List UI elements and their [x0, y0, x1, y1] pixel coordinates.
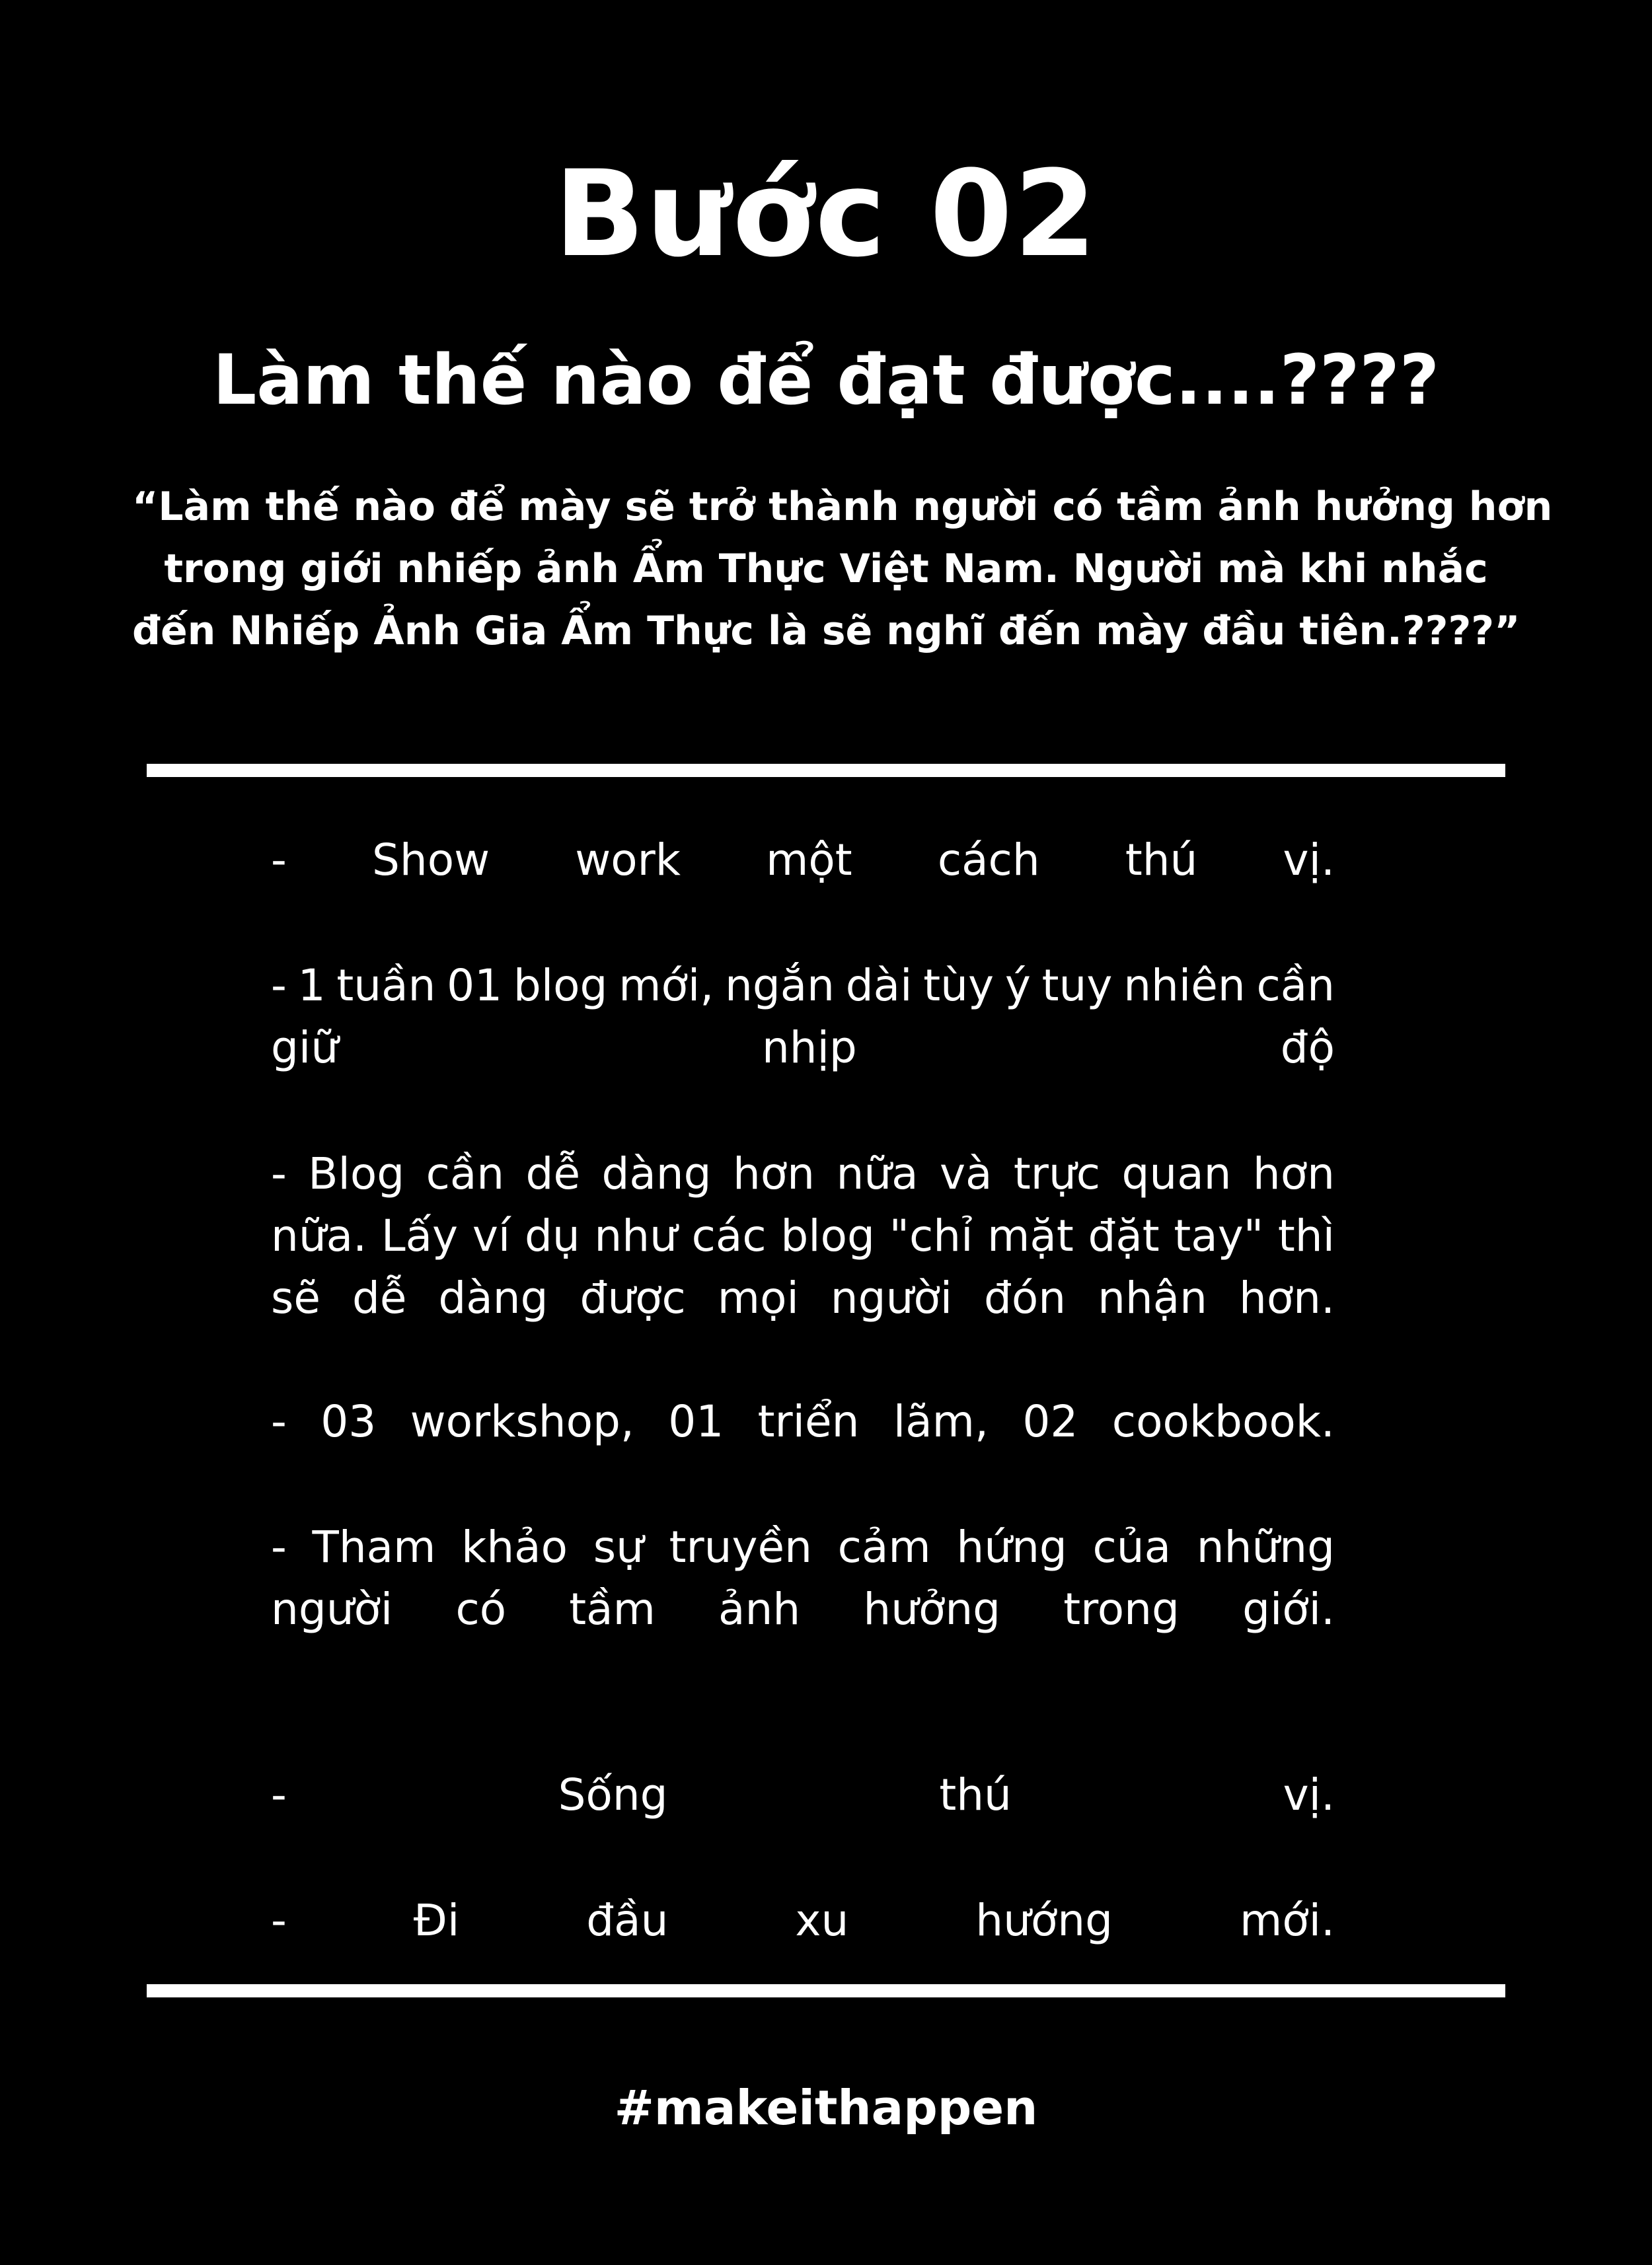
- goal-word: dụ: [524, 1210, 580, 1261]
- goal-word: xu: [795, 1895, 849, 1946]
- goal-word: hơn: [1252, 1148, 1335, 1199]
- goal-word: dễ: [525, 1148, 581, 1199]
- goal-word: 02: [1022, 1396, 1078, 1447]
- goal-word: như: [594, 1210, 677, 1261]
- goal-word: Lấy: [381, 1210, 459, 1261]
- goal-line: [271, 1017, 1335, 1079]
- goal-word: -: [271, 1522, 287, 1573]
- goal-word: tầm: [569, 1584, 656, 1635]
- goal-item: [271, 1391, 1335, 1453]
- goal-word: đón: [984, 1273, 1067, 1323]
- goal-word: đầu: [586, 1895, 669, 1946]
- top-divider: [147, 764, 1505, 777]
- goal-word: Sống: [558, 1769, 668, 1820]
- goal-word: dài: [845, 960, 913, 1011]
- goal-word: -: [271, 1148, 287, 1199]
- goal-word: -: [271, 1396, 287, 1447]
- goal-word: hướng: [975, 1895, 1113, 1946]
- goal-word: một: [766, 835, 852, 885]
- goal-word: tuần: [336, 960, 436, 1011]
- goal-word: đặt: [1088, 1210, 1160, 1261]
- page-title: Bước 02: [554, 145, 1098, 283]
- goal-word: nhiên: [1123, 960, 1246, 1011]
- goal-word: giới.: [1242, 1584, 1335, 1635]
- goal-line: [271, 1764, 1335, 1826]
- goal-item: [271, 955, 1335, 1079]
- quote-block: [132, 476, 1553, 662]
- goal-word: mặt: [987, 1210, 1074, 1261]
- goal-item: [271, 1516, 1335, 1641]
- goal-word: thú: [1125, 835, 1198, 885]
- goal-line: [271, 1516, 1335, 1578]
- goal-word: -: [271, 960, 287, 1011]
- goal-word: workshop,: [410, 1396, 634, 1447]
- goal-line: [271, 1391, 1335, 1453]
- goal-word: truyền: [669, 1522, 812, 1573]
- goal-line: [271, 1578, 1335, 1641]
- goal-word: cách: [937, 835, 1040, 885]
- goal-word: ý: [1004, 960, 1031, 1011]
- goal-word: sẽ: [271, 1273, 320, 1323]
- goal-word: sự: [593, 1522, 644, 1573]
- goal-word: 01: [668, 1396, 724, 1447]
- goal-word: của: [1092, 1522, 1172, 1573]
- goal-word: giữ: [271, 1022, 339, 1073]
- goal-word: các: [691, 1210, 767, 1261]
- goal-word: Tham: [312, 1522, 436, 1573]
- goal-word: độ: [1280, 1022, 1335, 1073]
- goal-line: [271, 1890, 1335, 1952]
- goal-word: và: [939, 1148, 993, 1199]
- goal-word: cần: [1256, 960, 1335, 1011]
- quote-line: đến Nhiếp Ảnh Gia Ẩm Thực là sẽ nghĩ đến mày đầu tiên.????”: [132, 608, 1521, 654]
- goal-word: mới,: [619, 960, 714, 1011]
- goal-word: triển: [757, 1396, 860, 1447]
- goal-word: người: [271, 1584, 393, 1635]
- goal-word: hơn: [732, 1148, 815, 1199]
- goal-word: hơn.: [1238, 1273, 1335, 1323]
- goal-word: 01: [447, 960, 503, 1011]
- goal-word: hưởng: [863, 1584, 1001, 1635]
- goal-item: [271, 1764, 1335, 1826]
- goal-word: được: [580, 1273, 686, 1323]
- goal-word: work: [575, 835, 681, 885]
- goal-word: ảnh: [718, 1584, 801, 1635]
- goal-word: thì: [1277, 1210, 1335, 1261]
- goal-word: mới.: [1239, 1895, 1335, 1946]
- goal-word: Đi: [413, 1895, 460, 1946]
- goal-word: dàng: [601, 1148, 712, 1199]
- goal-word: lãm,: [893, 1396, 989, 1447]
- goal-word: dễ: [352, 1273, 407, 1323]
- goal-word: 1: [297, 960, 326, 1011]
- goal-line: [271, 829, 1335, 891]
- goal-word: những: [1196, 1522, 1335, 1573]
- goal-word: quan: [1121, 1148, 1232, 1199]
- goal-word: thú: [939, 1769, 1012, 1820]
- goal-word: khảo: [461, 1522, 568, 1573]
- goal-word: cookbook.: [1111, 1396, 1335, 1447]
- hashtag: #makeithappen: [614, 2080, 1038, 2135]
- goal-item: [271, 1890, 1335, 1952]
- goal-word: nữa: [836, 1148, 919, 1199]
- bottom-divider: [147, 1984, 1505, 1997]
- goal-item: [271, 829, 1335, 891]
- goal-word: blog: [513, 960, 608, 1011]
- goal-word: vị.: [1283, 835, 1335, 885]
- goal-line: [271, 1205, 1335, 1267]
- page-subtitle: Làm thế nào để đạt được....????: [212, 340, 1440, 420]
- goal-line: [271, 955, 1335, 1017]
- goal-word: nhịp: [761, 1022, 857, 1073]
- goal-word: người: [830, 1273, 953, 1323]
- goal-word: hứng: [956, 1522, 1067, 1573]
- goal-item: [271, 1143, 1335, 1329]
- goal-word: trực: [1013, 1148, 1101, 1199]
- goal-word: -: [271, 835, 287, 885]
- goal-word: -: [271, 1895, 287, 1946]
- goal-word: Show: [371, 835, 490, 885]
- goal-word: cần: [426, 1148, 505, 1199]
- goal-word: vị.: [1283, 1769, 1335, 1820]
- quote-line: trong giới nhiếp ảnh Ẩm Thực Việt Nam. Người mà khi nhắc: [164, 546, 1488, 592]
- goal-word: tùy: [923, 960, 995, 1011]
- goal-word: "chỉ: [889, 1210, 973, 1261]
- goal-word: tuy: [1041, 960, 1113, 1011]
- goal-word: cảm: [837, 1522, 931, 1573]
- goal-word: trong: [1063, 1584, 1180, 1635]
- quote-line: “Làm thế nào để mày sẽ trở thành người có tầm ảnh hưởng hơn: [132, 484, 1553, 530]
- goal-word: -: [271, 1769, 287, 1820]
- goal-word: 03: [320, 1396, 377, 1447]
- goal-word: Blog: [308, 1148, 405, 1199]
- goal-word: ví: [472, 1210, 511, 1261]
- goal-word: nữa.: [271, 1210, 367, 1261]
- goal-word: mọi: [717, 1273, 799, 1323]
- goal-word: blog: [780, 1210, 875, 1261]
- goal-line: [271, 1143, 1335, 1205]
- goal-word: ngắn: [725, 960, 835, 1011]
- goal-word: tay": [1174, 1210, 1264, 1261]
- goal-line: [271, 1267, 1335, 1329]
- goal-word: có: [455, 1584, 507, 1635]
- goal-word: nhận: [1098, 1273, 1207, 1323]
- goal-word: dàng: [438, 1273, 548, 1323]
